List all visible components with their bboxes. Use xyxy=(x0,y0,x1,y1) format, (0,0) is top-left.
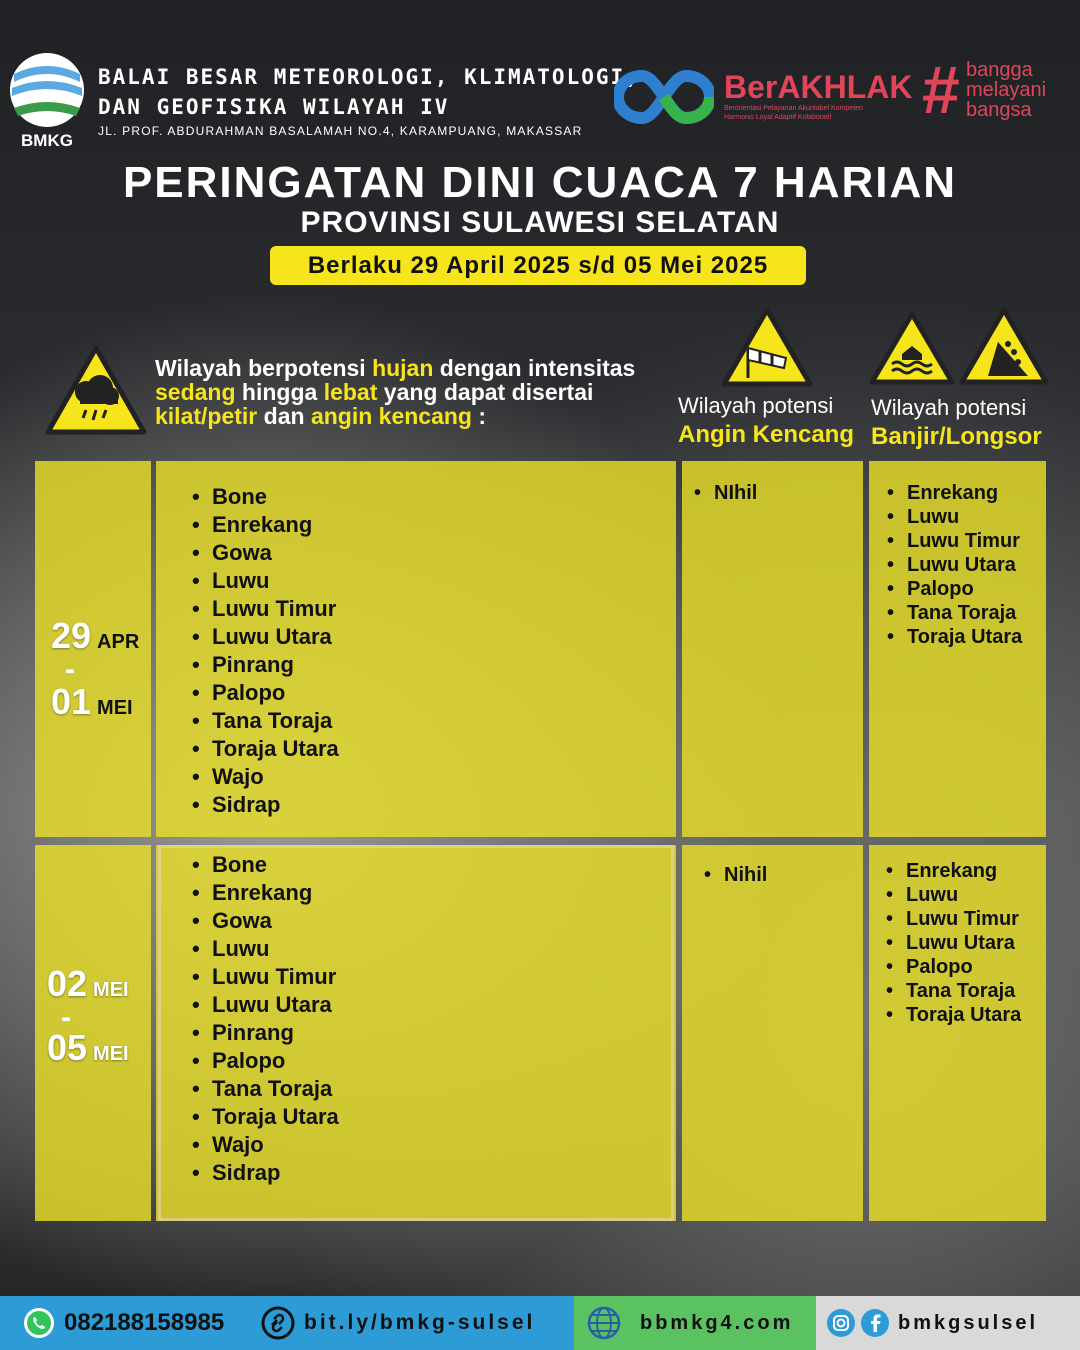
flood-area-item: • Luwu Utara xyxy=(885,553,1022,577)
flood-area-item: • Toraja Utara xyxy=(885,625,1022,649)
intro-highlight-hujan: hujan xyxy=(372,355,434,381)
flood-area-item: • Tana Toraja xyxy=(885,601,1022,625)
rain-cell-row1 xyxy=(156,461,676,837)
rain-area-list xyxy=(190,483,339,819)
start-month: MEI xyxy=(93,979,129,1001)
cell-outline xyxy=(158,845,674,1221)
globe-icon xyxy=(586,1305,622,1341)
flood-header-line1: Wilayah potensi xyxy=(871,395,1027,420)
phone-contact[interactable] xyxy=(0,1296,244,1350)
website-contact[interactable] xyxy=(574,1296,816,1350)
social-contact[interactable] xyxy=(816,1296,1080,1350)
rain-area-item: • Luwu Utara xyxy=(190,991,339,1019)
wind-header-line1: Wilayah potensi xyxy=(678,393,834,418)
flood-area-item: • Toraja Utara xyxy=(884,1003,1021,1027)
org-address: JL. PROF. ABDURAHMAN BASALAMAH NO.4, KARAMPUANG, MAKASSAR xyxy=(98,124,583,138)
intro-text-3: hingga xyxy=(235,379,324,405)
page-title: PERINGATAN DINI CUACA 7 HARIAN xyxy=(122,158,958,207)
berakhlak-line1: Berorientasi Pelayanan Akuntabel Kompeten xyxy=(724,105,863,112)
rain-area-item: • Luwu Timur xyxy=(190,963,339,991)
intro-highlight-sedang: sedang xyxy=(155,379,236,405)
wind-area-list xyxy=(702,863,767,887)
website-url: bbmkg4.com xyxy=(640,1311,794,1334)
start-day: 29 xyxy=(51,615,92,656)
hashtag-icon: # xyxy=(922,52,960,128)
end-month: MEI xyxy=(93,1043,129,1065)
flood-area-item: • Luwu Timur xyxy=(885,529,1022,553)
infinity-logo xyxy=(614,68,714,126)
rain-area-item: • Bone xyxy=(190,851,339,879)
rain-area-item: • Gowa xyxy=(190,539,339,567)
wind-header-line2: Angin Kencang xyxy=(678,421,855,448)
facebook-icon xyxy=(860,1308,890,1338)
flood-cell-row1 xyxy=(869,461,1046,837)
bangga-word3: bangsa xyxy=(966,99,1032,121)
shortlink-contact[interactable] xyxy=(244,1296,574,1350)
rain-area-item: • Enrekang xyxy=(190,879,339,907)
rain-area-item: • Luwu Timur xyxy=(190,595,339,623)
bangga-word1: bangga xyxy=(966,59,1033,81)
intro-highlight-kilat: kilat/petir xyxy=(155,403,258,429)
rain-area-item: • Tana Toraja xyxy=(190,1075,339,1103)
end-day: 05 xyxy=(47,1027,88,1068)
validity-period-badge: Berlaku 29 April 2025 s/d 05 Mei 2025 xyxy=(270,246,806,285)
flood-area-item: • Luwu xyxy=(884,883,1021,907)
intro-text-5: dan xyxy=(257,403,311,429)
bmkg-logo xyxy=(8,52,86,148)
wind-area-item: • NIhil xyxy=(692,481,757,505)
rain-area-item: • Luwu xyxy=(190,935,339,963)
end-day: 01 xyxy=(51,681,92,722)
rain-area-item: • Wajo xyxy=(190,763,339,791)
end-month: MEI xyxy=(97,697,133,719)
flood-header-line2: Banjir/Longsor xyxy=(871,423,1042,450)
org-name-line2: DAN GEOFISIKA WILAYAH IV xyxy=(98,95,450,119)
flood-area-item: • Luwu Timur xyxy=(884,907,1021,931)
rain-area-item: • Enrekang xyxy=(190,511,339,539)
rain-area-item: • Sidrap xyxy=(190,1159,339,1187)
flood-column-header xyxy=(871,394,1042,452)
page-subtitle: PROVINSI SULAWESI SELATAN xyxy=(300,206,780,239)
organization-header xyxy=(98,62,640,138)
date-cell-row1 xyxy=(35,461,151,837)
flood-area-item: • Luwu Utara xyxy=(884,931,1021,955)
rain-area-item: • Pinrang xyxy=(190,651,339,679)
wind-cell-row2 xyxy=(682,845,863,1221)
social-handle: bmkgsulsel xyxy=(898,1311,1039,1334)
intro-text-4: yang dapat disertai xyxy=(377,379,594,405)
rain-area-item: • Wajo xyxy=(190,1131,339,1159)
wind-cell-row1 xyxy=(682,461,863,837)
short-link: bit.ly/bmkg-sulsel xyxy=(304,1311,536,1334)
date-separator: - xyxy=(65,653,75,686)
bangga-word2: melayani xyxy=(966,79,1047,101)
flood-area-item: • Palopo xyxy=(885,577,1022,601)
intro-highlight-lebat: lebat xyxy=(323,379,378,405)
start-day: 02 xyxy=(47,963,88,1004)
flood-area-list xyxy=(885,481,1022,649)
bangga-melayani-logo xyxy=(922,52,1072,128)
flood-area-list xyxy=(884,859,1021,1027)
link-icon xyxy=(260,1305,296,1341)
date-cell-row2 xyxy=(35,845,151,1221)
rain-area-item: • Sidrap xyxy=(190,791,339,819)
phone-number: 082188158985 xyxy=(64,1309,225,1336)
whatsapp-icon xyxy=(22,1306,56,1340)
flood-area-item: • Luwu xyxy=(885,505,1022,529)
rain-area-item: • Tana Toraja xyxy=(190,707,339,735)
rain-area-item: • Gowa xyxy=(190,907,339,935)
rain-area-item: • Palopo xyxy=(190,1047,339,1075)
rain-area-item: • Palopo xyxy=(190,679,339,707)
berakhlak-line2: Harmonis Loyal Adaptif Kolaboratif xyxy=(724,114,832,121)
start-month: APR xyxy=(97,631,140,653)
rain-area-item: • Toraja Utara xyxy=(190,735,339,763)
rain-area-item: • Pinrang xyxy=(190,1019,339,1047)
intro-text-2: dengan intensitas xyxy=(433,355,636,381)
intro-highlight-angin: angin kencang xyxy=(310,403,472,429)
flood-area-item: • Enrekang xyxy=(884,859,1021,883)
flood-area-item: • Tana Toraja xyxy=(884,979,1021,1003)
rain-area-item: • Luwu xyxy=(190,567,339,595)
instagram-icon xyxy=(826,1308,856,1338)
landslide-warning-icon xyxy=(958,306,1050,386)
heavy-rain-warning-icon xyxy=(44,344,148,436)
flood-area-item: • Enrekang xyxy=(885,481,1022,505)
intro-text-1: Wilayah berpotensi xyxy=(155,355,373,381)
wind-area-list xyxy=(692,481,757,505)
rain-area-item: • Luwu Utara xyxy=(190,623,339,651)
wind-column-header xyxy=(678,392,854,450)
intro-text-6: : xyxy=(471,403,487,429)
berakhlak-title: BerAKHLAK xyxy=(724,69,913,105)
contact-footer xyxy=(0,1296,1080,1350)
rain-area-item: • Toraja Utara xyxy=(190,1103,339,1131)
rain-area-item: • Bone xyxy=(190,483,339,511)
berakhlak-logo xyxy=(724,70,920,122)
rain-warning-description xyxy=(155,356,675,428)
org-name-line1: BALAI BESAR METEOROLOGI, KLIMATOLOGI, xyxy=(98,65,640,89)
logo-text: BMKG xyxy=(21,131,73,148)
flood-cell-row2 xyxy=(869,845,1046,1221)
wind-area-item: • Nihil xyxy=(702,863,767,887)
flood-warning-icon xyxy=(868,310,956,386)
flood-area-item: • Palopo xyxy=(884,955,1021,979)
date-separator: - xyxy=(61,1001,71,1034)
windsock-warning-icon xyxy=(720,306,814,388)
